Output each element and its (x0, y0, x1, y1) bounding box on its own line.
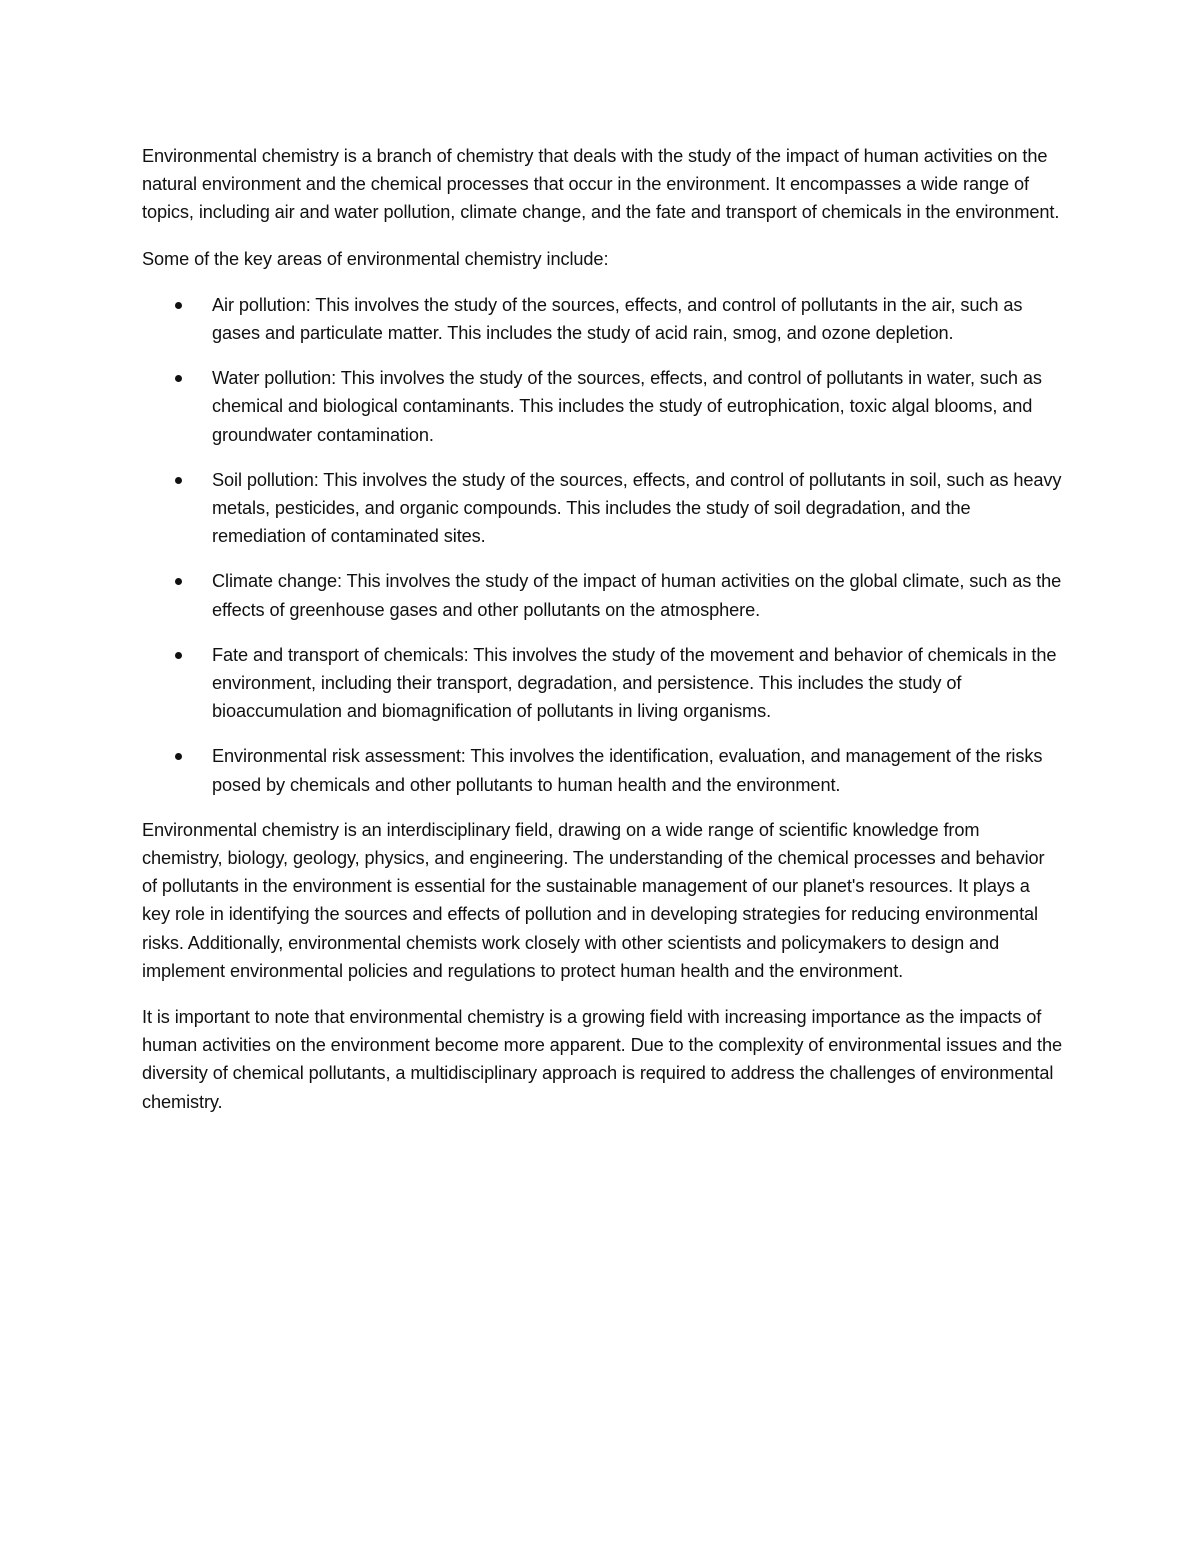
list-item-text: Environmental risk assessment: This involves the identification, evaluation, and management of the risks posed by chemicals and other pollutants to human health and the environment. (212, 746, 1043, 795)
bullet-icon (175, 477, 182, 484)
conclusion-paragraph: It is important to note that environmental chemistry is a growing field with increasing importance as the impacts of human activities on the environment become more apparent. Due to the complexity of environmental issues and the diversity of chemical pollutants, a multidisciplinary approach is required to address the challenges of environmental chemistry. (142, 1007, 1063, 1112)
list-item-text: Climate change: This involves the study of the impact of human activities on the global climate, such as the effects of greenhouse gases and other pollutants on the atmosphere. (212, 571, 1062, 620)
key-areas-list (142, 291, 1062, 799)
list-intro-paragraph: Some of the key areas of environmental chemistry include: (142, 248, 609, 269)
intro-paragraph: Environmental chemistry is a branch of chemistry that deals with the study of the impact of human activities on the natural environment and the chemical processes that occur in the environment. It encompasses a wide range of topics, including air and water pollution, climate change, and the fate and transport of chemicals in the environment. (142, 146, 1060, 223)
list-item (142, 567, 1062, 623)
list-item-text: Soil pollution: This involves the study of the sources, effects, and control of pollutants in soil, such as heavy metals, pesticides, and organic compounds. This includes the study of soil degradation, and the remediation of contaminated sites. (212, 469, 1062, 547)
interdisciplinary-paragraph: Environmental chemistry is an interdisciplinary field, drawing on a wide range of scientific knowledge from chemistry, biology, geology, physics, and engineering. The understanding of the chemical processes and behavior of pollutants in the environment is essential for the sustainable management of our planet's resources. It plays a key role in identifying the sources and effects of pollution and in developing strategies for reducing environmental risks. Additionally, environmental chemists work closely with other scientists and policymakers to design and implement environmental policies and regulations to protect human health and the environment. (142, 819, 1045, 981)
bullet-icon (175, 652, 182, 659)
list-item (142, 291, 1062, 347)
list-item-text: Water pollution: This involves the study of the sources, effects, and control of pollutants in water, such as chemical and biological contaminants. This includes the study of eutrophication, toxic algal blooms, and groundwater contamination. (212, 368, 1042, 445)
bullet-icon (175, 302, 182, 309)
list-item (142, 466, 1062, 551)
list-item-text: Air pollution: This involves the study of the sources, effects, and control of pollutants in the air, such as gases and particulate matter. This includes the study of acid rain, smog, and ozone depletion. (212, 294, 1023, 344)
bullet-icon (175, 375, 182, 382)
list-item (142, 364, 1062, 449)
bullet-icon (175, 753, 182, 760)
list-item-text: Fate and transport of chemicals: This involves the study of the movement and behavior of chemicals in the environment, including their transport, degradation, and persistence. This includes the study of bioaccumulation and biomagnification of pollutants in living organisms. (212, 644, 1057, 722)
document-body (142, 142, 1062, 1134)
list-item (142, 742, 1062, 798)
bullet-icon (175, 578, 182, 585)
list-item (142, 641, 1062, 726)
